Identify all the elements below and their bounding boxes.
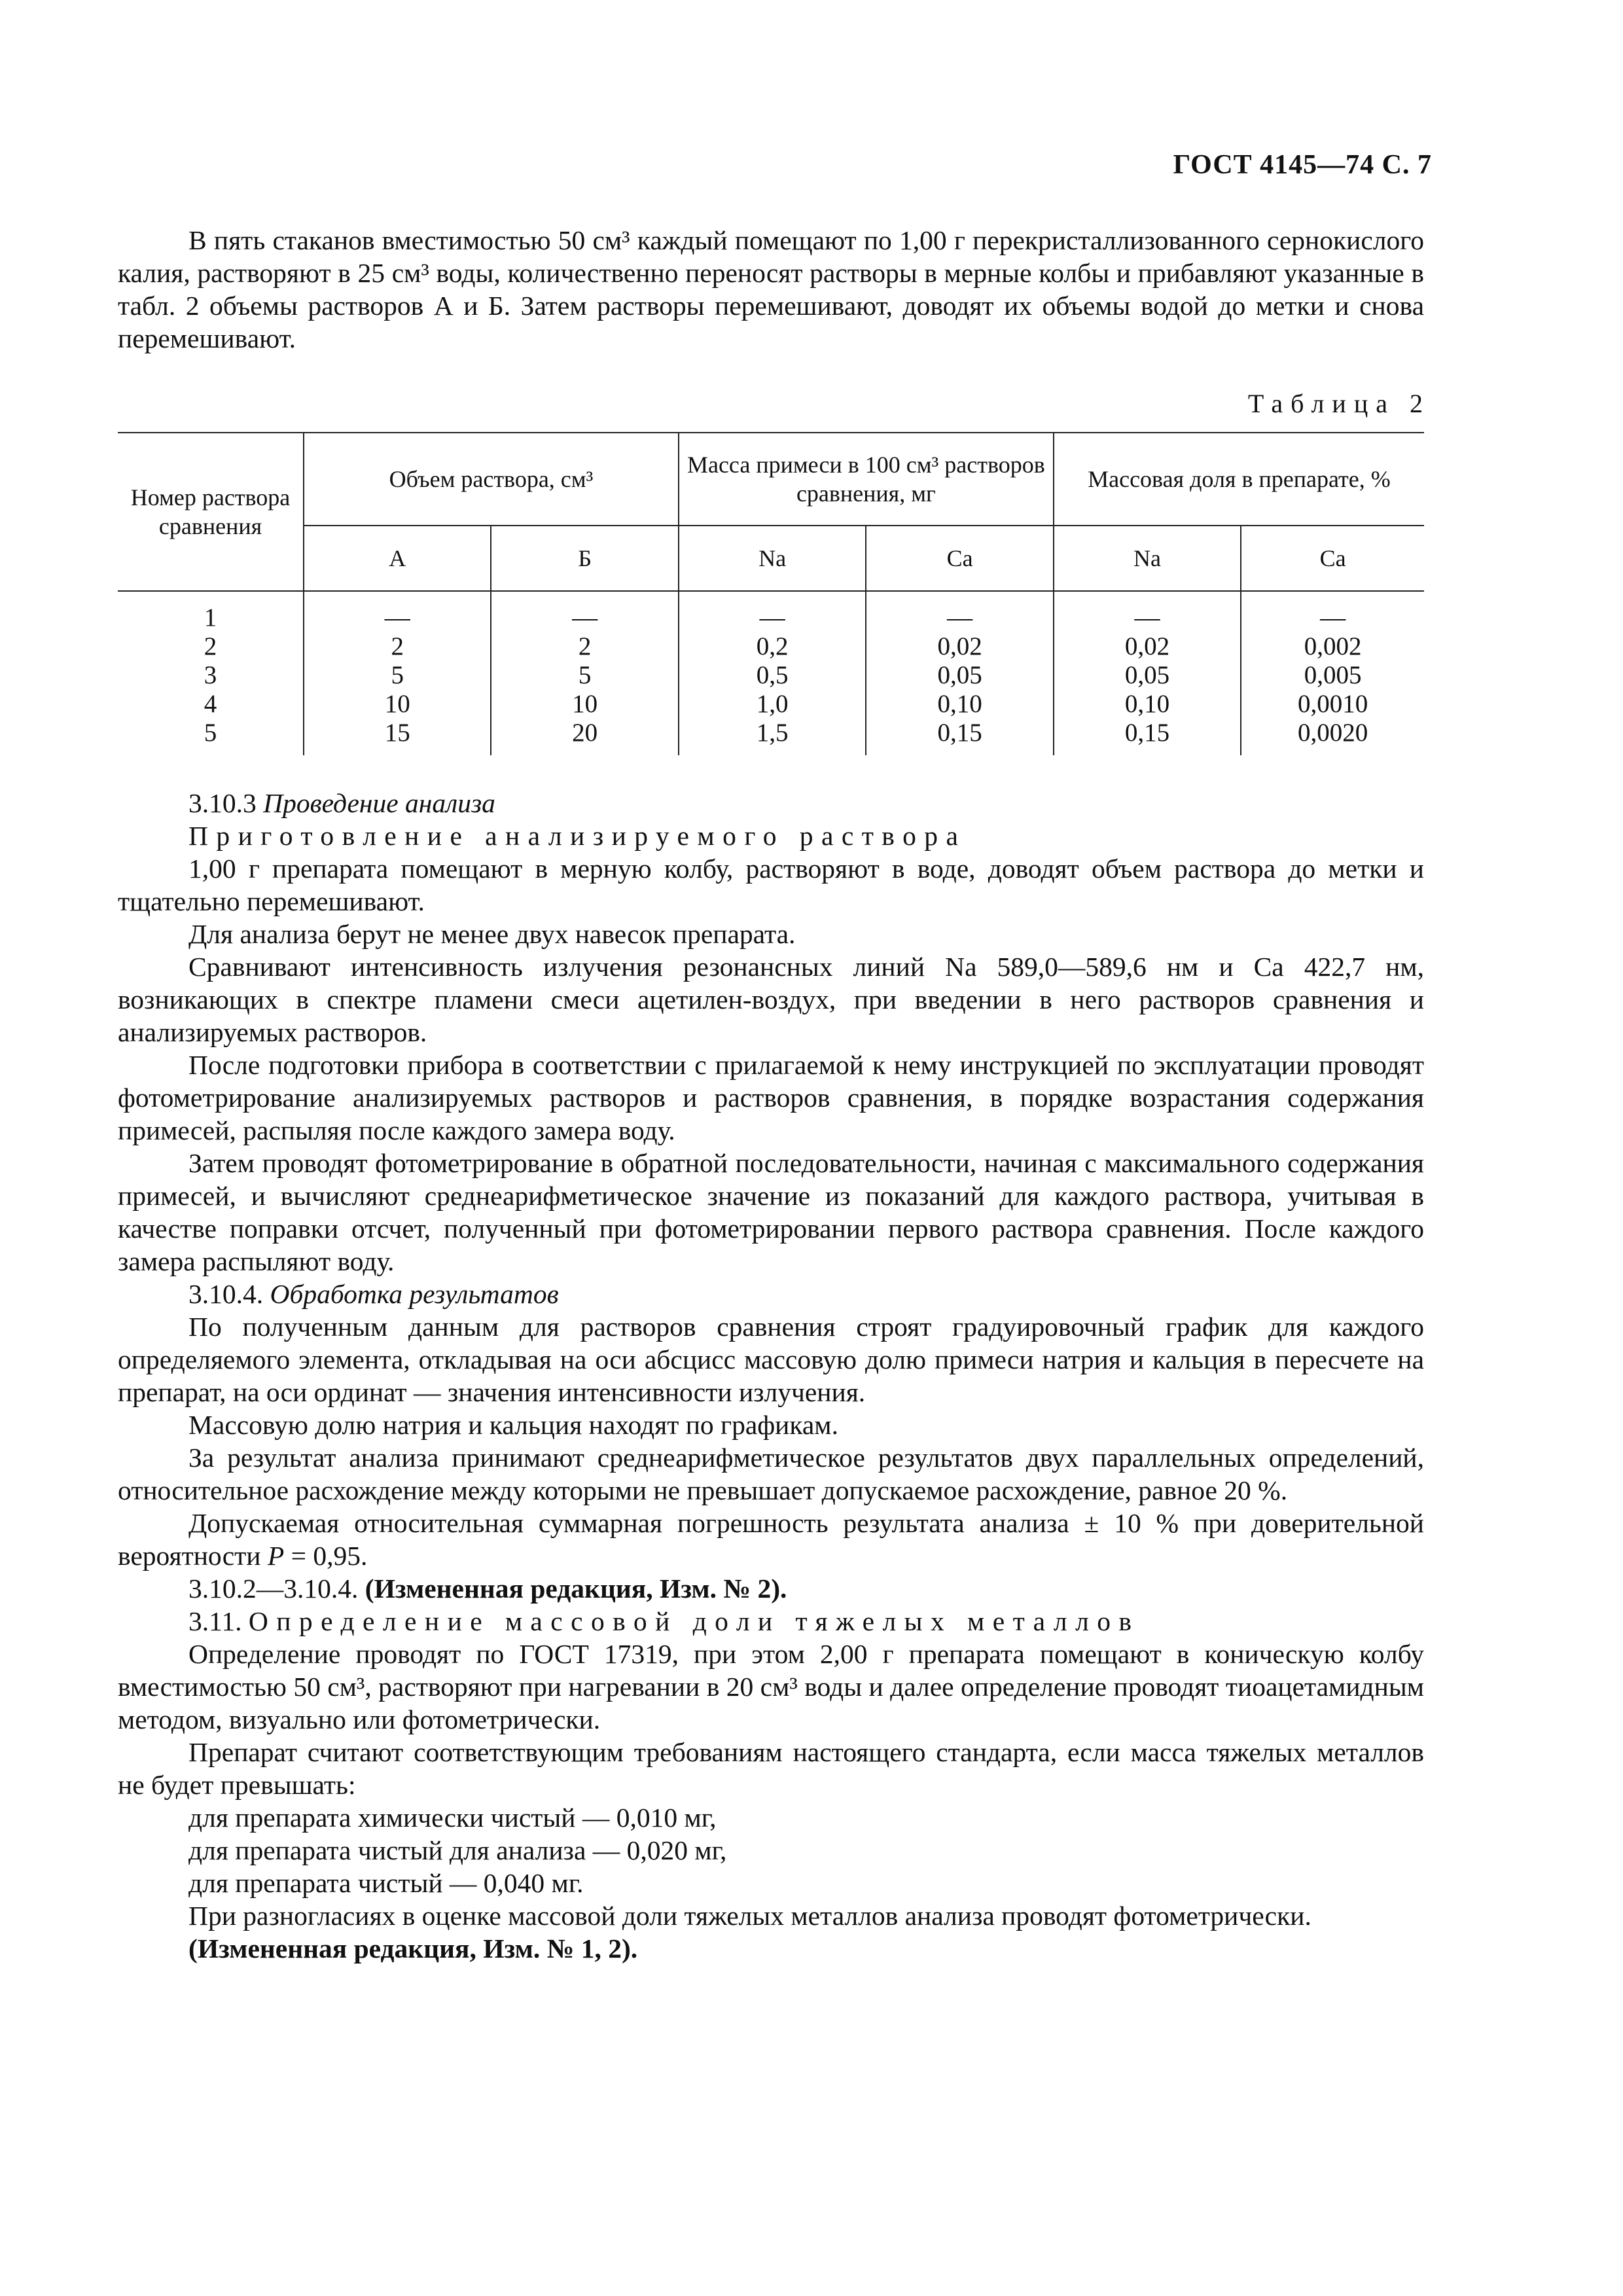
variable-p: P xyxy=(267,1541,285,1571)
col-head-volume: Объем раствора, см³ xyxy=(304,433,679,526)
sub-head: Б xyxy=(491,526,678,591)
table-cell: — xyxy=(679,591,866,632)
table-cell: 2 xyxy=(118,632,304,661)
col-head-fraction: Массовая доля в препарате, % xyxy=(1054,433,1424,526)
table-cell: 5 xyxy=(491,661,678,690)
table-cell: 0,10 xyxy=(866,690,1054,719)
table-cell: 1,5 xyxy=(679,719,866,755)
table-cell: 0,05 xyxy=(1054,661,1241,690)
table-cell: — xyxy=(866,591,1054,632)
paragraph: За результат анализа принимают среднеарифметическое результатов двух параллельных определений, относительное расхождение между которыми не превышает допускаемое расхождение, равное 20 %. xyxy=(118,1443,1424,1505)
table-row xyxy=(118,690,1424,719)
text-run: = 0,95. xyxy=(284,1541,368,1571)
paragraph: По полученным данным для растворов сравнения строят градуировочный график для каждого определяемого элемента, откладывая на оси абсцисс массовую долю примеси натрия и кальция в пересчете на препарат, на оси ординат — значения интенсивности излучения. xyxy=(118,1312,1424,1407)
section-number: 3.10.3 xyxy=(188,788,257,818)
table-cell: 5 xyxy=(304,661,491,690)
table-cell: 0,005 xyxy=(1304,661,1362,689)
list-item: для препарата чистый для анализа — 0,020 мг, xyxy=(188,1835,727,1865)
page-header: ГОСТ 4145—74 С. 7 xyxy=(1173,150,1432,180)
section-3-10-3-heading xyxy=(118,787,1424,819)
table-row xyxy=(118,661,1424,690)
table-cell: — xyxy=(1320,603,1346,632)
paragraph xyxy=(118,1507,1424,1572)
table-cell: 0,10 xyxy=(1054,690,1241,719)
table-cell: 15 xyxy=(304,719,491,755)
table-cell: 10 xyxy=(491,690,678,719)
section-number: 3.11. xyxy=(188,1606,242,1636)
sub-head: Ca xyxy=(1241,526,1424,591)
table-row xyxy=(118,719,1424,755)
col-head-mass: Масса примеси в 100 см³ растворов сравнения, мг xyxy=(679,433,1054,526)
intro-paragraph: В пять стаканов вместимостью 50 см³ каждый помещают по 1,00 г перекристаллизованного сернокислого калия, растворяют в 25 см³ воды, количественно переносят растворы в мерные колбы и прибавляют указанные в табл. 2 объемы растворов А и Б. Затем растворы перемешивают, доводят их объемы водой до метки и снова перемешивают. xyxy=(118,225,1424,353)
table-row xyxy=(118,632,1424,661)
section-title: Обработка результатов xyxy=(270,1279,559,1309)
table-cell: 10 xyxy=(304,690,491,719)
table-cell: 0,15 xyxy=(1054,719,1241,755)
table-cell: — xyxy=(1054,591,1241,632)
section-title: Определение массовой доли тяжелых металлов xyxy=(248,1606,1140,1636)
paragraph: Сравнивают интенсивность излучения резонансных линий Na 589,0—589,6 нм и Ca 422,7 нм, возникающих в спектре пламени смеси ацетилен-воздух, при введении в него растворов сравнения и анализируемых растворов. xyxy=(118,952,1424,1047)
paragraph: 1,00 г препарата помещают в мерную колбу, растворяют в воде, доводят объем раствора до метки и тщательно перемешивают. xyxy=(118,853,1424,916)
table-cell: 0,05 xyxy=(866,661,1054,690)
paragraph: При разногласиях в оценке массовой доли тяжелых металлов анализа проводят фотометрически. xyxy=(188,1901,1311,1931)
list-item: для препарата химически чистый — 0,010 мг, xyxy=(188,1803,717,1833)
table-cell: 3 xyxy=(118,661,304,690)
table-cell: 2 xyxy=(304,632,491,661)
paragraph: После подготовки прибора в соответствии с прилагаемой к нему инструкцией по эксплуатации проводят фотометрирование анализируемых растворов и растворов сравнения, в порядке возрастания содержания примесей, распыляя после каждого замера воду. xyxy=(118,1050,1424,1145)
section-3-10-4-heading xyxy=(118,1278,1424,1310)
table-cell: 5 xyxy=(118,719,304,755)
paragraph: Затем проводят фотометрирование в обратной последовательности, начиная с максимального содержания примесей, и вычисляют среднеарифметическое значение из показаний для каждого раствора, учитывая в качестве поправки отсчет, полученный при фотометрировании первого раствора сравнения. После каждого замера распыляют воду. xyxy=(118,1148,1424,1276)
table-cell: 0,02 xyxy=(866,632,1054,661)
table-cell: — xyxy=(304,591,491,632)
sub-head: Na xyxy=(679,526,866,591)
table-cell: 2 xyxy=(491,632,678,661)
table-cell: — xyxy=(491,591,678,632)
paragraph: Определение проводят по ГОСТ 17319, при этом 2,00 г препарата помещают в коническую колбу вместимостью 50 см³, растворяют при нагревании в 20 см³ воды и далее определение проводят тиоацетамидным методом, визуально или фотометрически. xyxy=(118,1639,1424,1734)
table-cell: 0,15 xyxy=(866,719,1054,755)
amendment-text: (Измененная редакция, Изм. № 2). xyxy=(365,1573,787,1604)
table-caption: Таблица 2 xyxy=(1247,389,1431,418)
amendment-note-final: (Измененная редакция, Изм. № 1, 2). xyxy=(188,1933,638,1964)
table-cell: 0,02 xyxy=(1054,632,1241,661)
table-cell: 1 xyxy=(118,591,304,632)
table-cell: 20 xyxy=(491,719,678,755)
table-cell: 0,002 xyxy=(1304,632,1362,660)
page-content xyxy=(118,224,1431,1965)
section-3-11-heading xyxy=(118,1605,1424,1638)
table-row xyxy=(118,591,1424,632)
limits-list xyxy=(118,1801,1424,1899)
table-cell: 0,0020 xyxy=(1297,719,1368,747)
sub-head: А xyxy=(304,526,491,591)
table-cell: 4 xyxy=(118,690,304,719)
sub-head: Na xyxy=(1054,526,1241,591)
paragraph: Для анализа берут не менее двух навесок препарата. xyxy=(188,919,796,949)
list-item: для препарата чистый — 0,040 мг. xyxy=(188,1868,584,1898)
text-run: Допускаемая относительная суммарная погрешность результата анализа ± 10 % при доверительной вероятности xyxy=(118,1508,1424,1571)
section-title: Проведение анализа xyxy=(263,788,495,818)
table-2 xyxy=(118,432,1424,755)
sub-head: Ca xyxy=(866,526,1054,591)
col-head-number: Номер раствора сравнения xyxy=(118,433,304,591)
paragraph: Массовую долю натрия и кальция находят по графикам. xyxy=(188,1410,838,1440)
amendment-note xyxy=(118,1572,1424,1605)
amendment-ref: 3.10.2—3.10.4. xyxy=(188,1573,359,1604)
table-cell: 1,0 xyxy=(679,690,866,719)
table-cell: 0,0010 xyxy=(1297,690,1368,718)
paragraph: Препарат считают соответствующим требованиям настоящего стандарта, если масса тяжелых металлов не будет превышать: xyxy=(118,1737,1424,1800)
subheading: Приготовление анализируемого раствора xyxy=(188,821,967,851)
table-cell: 0,2 xyxy=(679,632,866,661)
table-cell: 0,5 xyxy=(679,661,866,690)
section-number: 3.10.4. xyxy=(188,1279,264,1309)
